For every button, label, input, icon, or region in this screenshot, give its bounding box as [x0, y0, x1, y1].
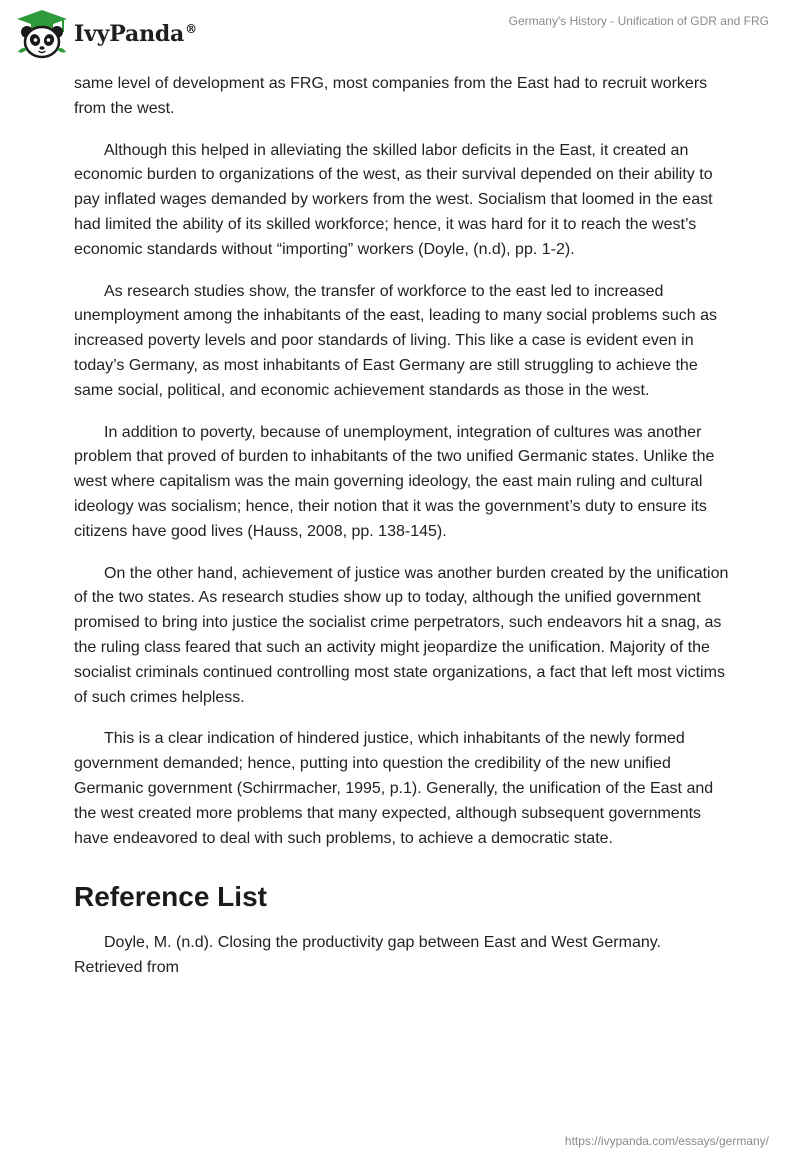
running-title: Germany's History - Unification of GDR and FRG — [508, 14, 769, 28]
reference-item: Doyle, M. (n.d). Closing the productivity gap between East and West Germany. Retrieved from — [74, 934, 661, 977]
brand-name — [74, 21, 197, 47]
source-url[interactable]: https://ivypanda.com/essays/germany/ — [564, 1134, 769, 1148]
essay-content — [74, 72, 730, 998]
brand-logo[interactable] — [14, 8, 197, 60]
body-paragraph: As research studies show, the transfer of workforce to the east led to increased unemployment among the inhabitants of the east, leading to many social problems such as increased poverty levels and poor standards of living. This like a case is evident even in today’s Germany, as most inhabitants of East Germany are still struggling to achieve the same social, political, and economic achievement standards as those in the west. — [74, 282, 718, 399]
body-paragraph: Although this helped in alleviating the skilled labor deficits in the East, it created an economic burden to organizations of the west, as their survival depended on their ability to pay inflated wages demanded by workers from the west. Socialism that loomed in the east had limited the ability of its skilled workforce; hence, it was hard for it to reach the west’s economic standards without “importing” workers (Doyle, (n.d), pp. 1-2). — [74, 141, 713, 258]
body-paragraph: In addition to poverty, because of unemployment, integration of cultures was another problem that proved of burden to inhabitants of the two unified Germanic states. Unlike the west where capitalism was the main governing ideology, the east main ruling and cultural ideology was socialism; hence, their notion that it was the government’s duty to ensure its citizens have good lives (Hauss, 2008, pp. 138-145). — [74, 423, 715, 540]
body-paragraph: This is a clear indication of hindered justice, which inhabitants of the newly formed government demanded; hence, putting into question the credibility of the new unified Germanic government (Schirrmacher, 1995, p.1). Generally, the unification of the East and the west created more problems that many expected, although subsequent governments have endeavored to deal with such problems, to achieve a democratic state. — [74, 730, 714, 847]
registered-mark: ® — [185, 21, 197, 36]
body-paragraph: same level of development as FRG, most companies from the East had to recruit workers from the west. — [74, 75, 708, 117]
brand-name-text: IvyPanda — [74, 21, 185, 47]
reference-list-heading: Reference List — [74, 881, 267, 913]
page-header — [0, 0, 800, 70]
body-paragraph: On the other hand, achievement of justice was another burden created by the unification of the two states. As research studies show up to today, although the unified government promised to bring into justice the socialist crime perpetrators, such endeavors hit a snag, as the ruling class feared that such an activity might jeopardize the unification. Majority of the socialist criminals continued controlling most state organizations, a fact that left most victims of such crimes helpless. — [74, 564, 729, 706]
panda-logo-icon — [14, 8, 70, 60]
